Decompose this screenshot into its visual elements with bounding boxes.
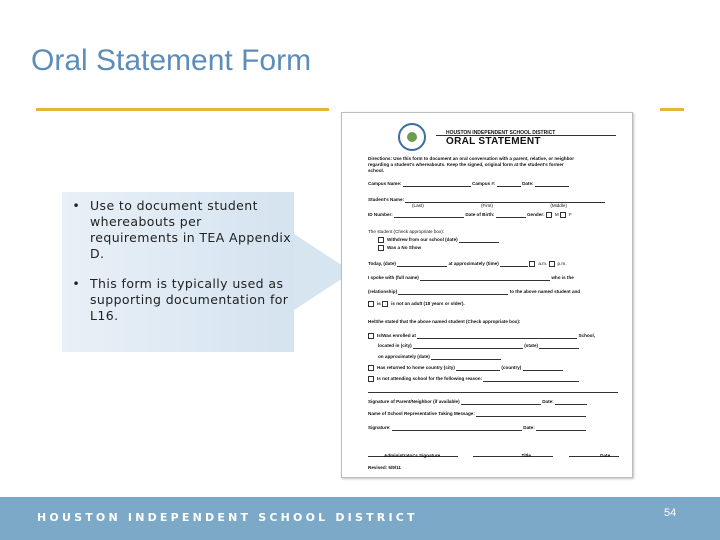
form-directions-2: regarding a student's whereabouts. Keep the signed, original form at the student's former — [368, 162, 564, 167]
form-row-spoke: I spoke with (full name) who is the — [368, 275, 574, 280]
form-row-withdrew: Withdrew from our school (date) — [378, 237, 499, 243]
bullet-list — [62, 194, 294, 338]
form-title: ORAL STATEMENT — [446, 136, 541, 147]
form-directions-3: school. — [368, 168, 385, 173]
form-row-student-name: Student's Name: — [368, 197, 605, 203]
form-row-adult: is is not an adult (18 years or older). — [368, 301, 465, 307]
form-row-enrolled: Is/Was enrolled at School, — [368, 333, 595, 339]
form-revised: Revised: 5/9/11 — [368, 465, 401, 470]
title-rule-right — [660, 108, 684, 111]
form-row-no-show: Was a No Show — [378, 245, 421, 251]
footer-brand: HOUSTON INDEPENDENT SCHOOL DISTRICT — [37, 511, 418, 524]
bullet-dot: • — [72, 276, 80, 291]
form-row-approx-date: on approximately (date) — [378, 354, 501, 360]
footer-bar — [0, 497, 720, 540]
form-row-admin-labels: Administrator's Signature Title Date — [384, 453, 611, 458]
form-row-located: located in (city) (state) — [378, 343, 579, 349]
slide-title: Oral Statement Form — [31, 44, 312, 77]
district-seal-icon — [398, 123, 426, 151]
bullet-item — [62, 198, 294, 262]
form-row-relationship: (relationship) to the above named student and — [368, 289, 581, 294]
form-row-id: ID Number: Date of Birth: Gender: M F — [368, 212, 572, 218]
page-number: 54 — [664, 507, 677, 519]
form-row-returned: Has returned to home country (city) (country) — [368, 365, 563, 371]
oral-statement-form-image — [341, 112, 633, 478]
form-row-signature: Signature: Date: — [368, 425, 586, 431]
form-row-today: Today, (date) at approximately (time) a.m. p.m. — [368, 261, 567, 267]
form-directions: Directions: Use this form to document an oral conversation with a parent, relative, or neighbor — [368, 156, 574, 161]
bullet-dot: • — [72, 198, 80, 213]
bullet-text: This form is typically used as supporting documentation for L16. — [90, 276, 289, 323]
form-row-blank — [368, 387, 618, 393]
form-row-he-she: He/She stated that the above named student (Check appropriate box): — [368, 319, 521, 324]
title-rule-left — [36, 108, 329, 111]
form-row-sig-parent: Signature of Parent/Neighbor (if available) Date: — [368, 399, 587, 405]
form-row-not-attending: Is not attending school for the following reason: — [368, 376, 579, 382]
form-name-parts: (Last) (First) (Middle) — [412, 203, 567, 208]
bullet-item — [62, 276, 294, 324]
form-row-rep-name: Name of School Representative Taking Message: — [368, 411, 586, 417]
bullet-text: Use to document student whereabouts per requirements in TEA Appendix D. — [90, 198, 292, 261]
form-district-name: HOUSTON INDEPENDENT SCHOOL DISTRICT — [446, 130, 556, 136]
form-row-campus: Campus Name: Campus #: Date: — [368, 181, 569, 187]
form-row-student-check: The student (Check appropriate box): — [368, 229, 445, 234]
